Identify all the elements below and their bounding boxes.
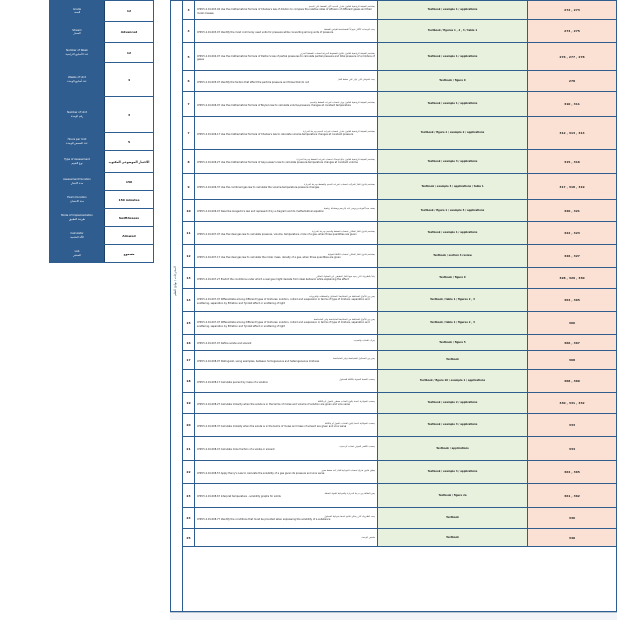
outcome-source: Textbook / example 1 / applications (378, 43, 528, 70)
info-label-en: Calculator (70, 232, 84, 236)
info-label-en: Assessment Duration (63, 178, 91, 182)
outcome-source: Textbook / table 1 / figures 2 , 3 (378, 312, 528, 334)
info-row (50, 245, 153, 262)
outcome-row (183, 289, 616, 312)
outcome-pages: 326 , 327 (528, 245, 616, 267)
outcome-source: Textbook / example 1 / applications (378, 222, 528, 244)
outcome-number: 4 (183, 20, 195, 42)
outcome-text-ar: يستخدم الصيغة الرياضية لقانون شارل لحساب تغيرات الحجم ودرجة الحرارة (302, 129, 375, 133)
info-label (50, 22, 105, 42)
outcome-text-ar: ملخص الوحدة (361, 535, 375, 539)
info-label-ar: المسار (73, 32, 81, 35)
outcome-text-ar: يحدد الوحدات الأكثر شيوعاً المستخدمة لقياس الضغط (324, 27, 375, 31)
info-label (50, 209, 105, 226)
outcome-text-ar: يصف مبدأ أفوجادرو ويعبر عنه بالرسم وبمعادلة رياضية (323, 207, 375, 211)
outcome-text (195, 43, 378, 70)
info-value: 150 minutes (105, 191, 153, 208)
outcome-number: 3 (183, 1, 195, 19)
outcome-text (195, 1, 378, 19)
info-label-ar: المختبر (73, 253, 81, 257)
outcome-row (183, 437, 616, 461)
outcome-pages: 320 , 321 (528, 200, 616, 221)
outcome-text-ar: يحسب الكسر المولي لمذاب أو مذيب (339, 445, 375, 449)
info-label-en: Number of Week (66, 49, 88, 53)
outcome-text (195, 150, 378, 173)
outcome-row (183, 461, 616, 484)
outcomes-rows (183, 1, 616, 547)
outcome-source: Textbook (378, 508, 528, 528)
outcome-text-en: CHM.5.2.01.006.27 Use the mathematical formula of Gay-Lussac's law to calculate pressure-temperature changes at constant volume (197, 161, 358, 165)
outcome-source: Textbook / section 4 review (378, 245, 528, 267)
outcome-text-en: CHM.5.2.01.008.27 Calculate molarity when the solute is in the terms of moles and volume of solution are given and vice versa (197, 402, 350, 406)
info-label-en: Exam Duration (67, 196, 87, 200)
outcome-text-en: CHM.5.2.01.008.07 Distinguish, using examples, between homogeneous and heterogeneous mixtures (197, 359, 320, 363)
side-strip (171, 1, 183, 611)
outcome-text (195, 117, 378, 149)
info-label-en: Hours per Unit (67, 138, 87, 142)
outcome-pages: 272 , 273 (528, 1, 616, 19)
outcome-number: 15 (183, 312, 195, 334)
outcome-text-ar: يميز بين المحاليل المتجانسة وغير المتجانسة (333, 356, 375, 360)
outcome-pages: 368 (528, 351, 616, 369)
info-label (50, 133, 105, 150)
outcome-number: 20 (183, 414, 195, 436)
outcome-text-ar: يستخدم قانون الغاز المركب لحساب تغيرات الحجم والضغط ودرجة الحرارة (303, 183, 375, 187)
outcome-text-en: CHM.5.2.01.007.27 Predict the conditions under which a real gas might deviate from ideal behavior while explaining the effect (197, 277, 349, 281)
outcome-text-ar: يحدد العوامل التي تؤثر على ضغط الغاز (337, 77, 375, 81)
outcome-text-ar: يطبق قانون هنري لحساب الذوبانية للغاز عند ضغط معين (321, 468, 375, 472)
info-row (50, 191, 153, 209)
outcome-text (195, 312, 378, 334)
outcome-row (183, 529, 616, 547)
outcome-row (183, 335, 616, 351)
outcome-source: Textbook / example 3 / applications (378, 150, 528, 173)
outcome-pages: 368 , 369 (528, 370, 616, 392)
outcome-source: Textbook / example 1 / applications (378, 1, 528, 19)
outcome-text-ar: يميز بين الأنواع المختلفة من المخاليط: المحاليل والمعلقات والغرويات (309, 295, 375, 299)
outcome-source: Textbook / example 3 / applications (378, 414, 528, 436)
info-label-en: Number of Unit (67, 111, 87, 115)
outcome-text-en: CHM.5.2.01.007.07 Differentiate among different types of mixtures: solution, colloid and suspension in terms of type of mixture, separation and scattering, separation by filtration and Tyndall effect or scattering of light (197, 298, 370, 305)
outcome-number: 16 (183, 335, 195, 350)
info-label-ar: طريقة التطبيق (69, 217, 85, 221)
outcome-pages: 317 , 318 , 319 (528, 174, 616, 199)
outcome-text-en: CHM.5.2.01.008.17 Calculate percent by mass of a solution (197, 380, 269, 384)
info-label (50, 227, 105, 244)
outcome-text-en: CHM.5.2.01.003.04 Use the mathematical formula of Charles's law of dilution to compare the relative rates of effusion of different gases and their molar masses (197, 8, 372, 15)
outcome-source: Textbook / figure 1 / example 5 / applications (378, 200, 528, 221)
outcome-row (183, 268, 616, 289)
info-row (50, 97, 153, 133)
outcome-text (195, 393, 378, 413)
outcome-text-ar: يتنبأ بالظروف التي يحيد فيها الغاز الحقيقي عن السلوك المثالي (315, 274, 375, 278)
outcome-row (183, 20, 616, 43)
outcome-text-ar: يحسب المولارية عندما يكون المذاب معطى بالمول أو بالكتلة (317, 399, 375, 403)
outcome-number: 21 (183, 437, 195, 460)
bottom-scroll-area (170, 612, 617, 620)
outcome-source: Textbook (378, 529, 528, 546)
outcome-pages: 366 , 367 (528, 335, 616, 350)
outcome-text (195, 174, 378, 199)
outcome-row (183, 245, 616, 268)
info-label-en: Type of Assessment (64, 158, 90, 162)
outcome-text-en: CHM.5.2.01.007.07 Use the ideal gas law to calculate pressure, volume, temperature, mole of a gas, when three quantities are given (197, 232, 357, 236)
info-value: مسموح (105, 245, 153, 262)
outcome-text-en: CHM.5.2.01.008.47 Calculate mole fraction of a solute or solvent (197, 448, 275, 452)
info-value: 12 (105, 43, 153, 62)
outcome-pages: 366 (528, 312, 616, 334)
outcome-text-en: CHM.5.2.01.006.47 Describe Avogadro's law and represent it by a diagram and its mathematical equation (197, 210, 325, 214)
outcome-number: 12 (183, 245, 195, 267)
info-value: Allowed (105, 227, 153, 244)
info-row (50, 209, 153, 227)
outcome-number: 14 (183, 289, 195, 311)
outcome-text (195, 484, 378, 507)
outcome-source: Textbook / figures 1 , 2 , 3 / table 1 (378, 20, 528, 42)
outcome-text-ar: يستخدم قانون الغاز المثالي لحساب الكتلة المولية (328, 252, 375, 256)
outcome-text-en: CHM.5.2.01.003.07 Identify the most commonly used units for pressure while converting among units of pressure (197, 30, 334, 34)
info-label (50, 1, 105, 21)
outcome-row (183, 370, 616, 393)
outcome-pages: 334 (528, 437, 616, 460)
info-row (50, 22, 153, 43)
info-label-ar: رقم الوحدة (70, 114, 84, 118)
outcome-text-ar: يستخدم الصيغة الرياضية لقانون بويل لحساب تغيرات الضغط والحجم (310, 100, 375, 104)
outcome-row (183, 92, 616, 117)
outcome-source: Textbook / applications (378, 437, 528, 460)
info-label (50, 191, 105, 208)
outcome-pages: 274 , 275 (528, 20, 616, 42)
outcome-row (183, 484, 616, 508)
outcome-pages: 364 , 365 (528, 289, 616, 311)
outcome-text-en: CHM.5.2.01.007.07 Differentiate among different types of mixtures: solution, colloid and suspension in terms of type of mixture, separation and scattering, separation by filtration and Tyndall effect or scattering of light (197, 321, 370, 328)
outcome-number: 25 (183, 529, 195, 546)
outcome-source: Textbook / figure 2a (378, 484, 528, 507)
outcome-text-ar: يميز بين الأنواع المختلفة من المخاليط المتجانسة وغير المتجانسة (313, 318, 375, 322)
info-row (50, 173, 153, 191)
outcome-pages: 361 , 362 (528, 484, 616, 507)
info-label-en: Stream (72, 28, 82, 32)
outcome-source: Textbook / figure 9 (378, 268, 528, 288)
info-value: الاختبار الموضوعي المكتوب (105, 151, 153, 172)
info-label-ar: عدد الأسابيع الدراسية (65, 52, 89, 56)
outcome-text (195, 268, 378, 288)
outcome-number: 9 (183, 174, 195, 199)
info-row (50, 43, 153, 63)
info-label (50, 63, 105, 96)
outcome-text-en: CHM.5.2.01.007.07 Define solute and solvent (197, 342, 252, 346)
outcome-pages: 336 (528, 508, 616, 528)
outcomes-table (170, 0, 617, 612)
outcome-text (195, 222, 378, 244)
outcome-source: Textbook / example 4 / applications / table 1 (378, 174, 528, 199)
info-label (50, 97, 105, 132)
outcome-pages: 315 , 316 (528, 150, 616, 173)
outcome-text-ar: يستخدم الصيغة الرياضية لقانون شارل لتحديد تأثير الضغط على الحجم (308, 5, 375, 9)
outcome-number: 13 (183, 268, 195, 288)
outcome-number: 18 (183, 370, 195, 392)
outcome-text (195, 351, 378, 369)
outcome-pages: 312 , 313 , 314 (528, 117, 616, 149)
outcome-number: 10 (183, 200, 195, 221)
outcome-text-en: CHM.5.2.01.004.07 Use the mathematical formula of Dalton's law of partial pressures to calculate partial pressure and total pressure of a mixture of gases (197, 54, 375, 62)
outcome-source: Textbook / example 1 / applications (378, 92, 528, 116)
outcome-source: Textbook / figure 9 (378, 71, 528, 91)
info-label-ar: الآلة الحاسبة (70, 235, 84, 239)
outcome-text (195, 71, 378, 91)
outcome-source: Textbook / figure 1 / example 2 / applications (378, 117, 528, 149)
outcome-number: 24 (183, 508, 195, 528)
info-label-en: Mode of Implementation (61, 214, 93, 218)
outcome-row (183, 222, 616, 245)
outcome-text (195, 92, 378, 116)
outcome-source: Textbook / figure 10 / example 1 / applications (378, 370, 528, 392)
info-row (50, 133, 153, 151)
outcome-row (183, 393, 616, 414)
outcome-row (183, 1, 616, 20)
outcome-text (195, 289, 378, 311)
info-row (50, 1, 153, 22)
info-label (50, 43, 105, 62)
outcome-text-en: CHM.5.2.01.008.67 Interpret temperature - solubility graphs for solids (197, 495, 281, 499)
info-value: 3 (105, 97, 153, 132)
outcome-number: 6 (183, 71, 195, 91)
outcome-row (183, 43, 616, 71)
info-value: 5 (105, 133, 153, 150)
outcome-text-en: CHM.5.2.01.008.57 Apply Henry's Law to calculate the solubility of a gas given its pressure and vice versa (197, 471, 325, 475)
outcome-number: 7 (183, 92, 195, 116)
outcome-number: 23 (183, 484, 195, 507)
outcome-text-ar: يحدد الظروف التي يمكن التنبؤ عندها بذوبانية المحلول (324, 514, 375, 518)
info-value: 150 (105, 173, 153, 190)
outcome-text (195, 414, 378, 436)
info-value: SwiftAssess (105, 209, 153, 226)
outcome-row (183, 71, 616, 92)
outcome-pages: 333 (528, 414, 616, 436)
outcome-text-ar: يحسب النسبة المئوية بالكتلة للمحلول (339, 377, 375, 381)
outcome-source: Textbook / example 2 / applications (378, 393, 528, 413)
outcome-pages: 328 , 329 , 330 (528, 268, 616, 288)
side-label: المخرجات / نواتج التعلم (173, 266, 177, 296)
info-label-ar: مدة الامتحان (70, 199, 84, 203)
info-label-en: Grade (73, 7, 81, 11)
info-value: Advanced (105, 22, 153, 42)
info-label-ar: نوع التقييم (71, 161, 83, 165)
outcome-number: 8 (183, 150, 195, 173)
outcome-row (183, 351, 616, 370)
outcome-number: 17 (183, 351, 195, 369)
outcome-row (183, 312, 616, 335)
outcome-pages: 310 , 311 (528, 92, 616, 116)
outcome-text (195, 529, 378, 546)
outcome-pages: 276 , 277 , 278 (528, 43, 616, 70)
info-row (50, 151, 153, 173)
outcome-text (195, 508, 378, 528)
info-label-ar: مدة الاختبار (70, 181, 84, 185)
outcome-text-en: CHM.5.2.01.008.77 Identify the conditions that must be provided when expressing the solubility of a substance (197, 517, 331, 521)
info-label-ar: عدد الحصص للوحدة (66, 141, 88, 145)
info-value: 12 (105, 1, 153, 21)
outcome-text-en: CHM.5.2.01.006.07 Use the mathematical formula of Boyle's law to calculate volume-pressure changes at constant temperature (197, 103, 351, 107)
outcome-pages: 340 (528, 529, 616, 546)
outcome-row (183, 117, 616, 150)
outcome-text-en: CHM.5.2.01.008.37 Calculate molality when the solute is in the terms of moles and mass of solvent are given and vice versa (197, 424, 347, 428)
outcome-pages: 278 (528, 71, 616, 91)
outcome-pages: 322 , 323 (528, 222, 616, 244)
outcome-source: Textbook (378, 351, 528, 369)
outcome-text-en: CHM.5.2.01.006.37 Use the combined gas law to calculate the volume-temperature-pressure changes (197, 186, 320, 190)
outcome-text (195, 20, 378, 42)
outcome-row (183, 200, 616, 222)
info-label (50, 245, 105, 262)
info-label-en: Weeks of Unit (68, 76, 86, 80)
info-label-ar: الصف (73, 11, 81, 14)
outcome-number: 7 (183, 117, 195, 149)
outcome-text (195, 200, 378, 221)
outcome-source: Textbook / example 4 / applications (378, 461, 528, 483)
outcome-number: 5 (183, 43, 195, 70)
info-value: 4 (105, 63, 153, 96)
outcome-text (195, 370, 378, 392)
outcome-row (183, 508, 616, 529)
info-label-en: Lab (74, 250, 80, 254)
info-label (50, 173, 105, 190)
outcome-number: 19 (183, 393, 195, 413)
outcome-row (183, 414, 616, 437)
outcome-source: Textbook / figure 5 (378, 335, 528, 350)
outcome-text (195, 335, 378, 350)
outcome-number: 22 (183, 461, 195, 483)
outcome-row (183, 174, 616, 200)
outcome-text-en: CHM.5.2.01.005.07 Identify the factors that affect the particle pressure and those that do not (197, 80, 309, 84)
info-label (50, 151, 105, 172)
outcome-row (183, 150, 616, 174)
outcome-pages: 364 , 365 (528, 461, 616, 483)
outcome-text-ar: يعرف المذاب والمذيب (353, 339, 375, 343)
info-row (50, 63, 153, 97)
unit-info-table (49, 0, 154, 263)
outcome-text-ar: يستخدم الصيغة الرياضية لقانون دالتون للضغوط الجزئية لحساب الضغط الجزئي (299, 51, 375, 55)
outcome-text-ar: يستخدم الصيغة الرياضية لقانون جاي لوساك لحساب تغيرات الضغط ودرجة الحرارة (296, 158, 375, 162)
outcome-text-en: CHM.5.2.01.006.17 Use the mathematical formula of Charles's law to calculate volume-temperature changes at constant pressure (197, 132, 354, 136)
info-label-ar: عدد أسابيع الوحدة (67, 79, 87, 83)
outcome-text (195, 461, 378, 483)
outcome-pages: 330 , 331 , 332 (528, 393, 616, 413)
outcome-number: 11 (183, 222, 195, 244)
outcome-text (195, 245, 378, 267)
outcome-text (195, 437, 378, 460)
outcome-source: Textbook / table 1 / figures 2 , 3 (378, 289, 528, 311)
outcome-text-en: CHM.5.2.01.007.17 Use the ideal gas law to calculate the molar mass, density of a gas, when three quantities are given (197, 255, 341, 259)
outcome-text-ar: يستخدم قانون الغاز المثالي لحساب الضغط والحجم ودرجة الحرارة (311, 229, 375, 233)
outcome-text-ar: يحسب المولالية عندما يكون المذاب بالمول أو بالكتلة (325, 421, 375, 425)
outcome-text-ar: يميز العلاقة بين درجة الحرارة والذوبانية للمواد الصلبة (324, 492, 375, 496)
info-row (50, 227, 153, 245)
